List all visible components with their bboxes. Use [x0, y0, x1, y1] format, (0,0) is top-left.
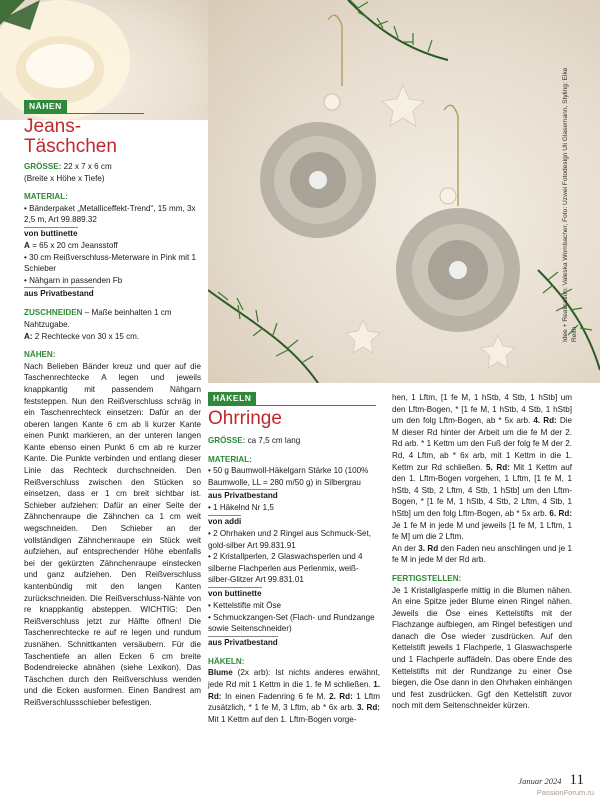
crochet-text: Blume (2x arb): Ist nichts anderes erwähnt, jede Rd mit 1 Kettm in die 1. fe M schließen. 1. Rd: In einen Fadenring 6 fe M. 2. Rd: 1 Lftm zusätzlich, * 1 fe M, 3 Lftm, ab * 6x arb. 3. Rd: Mit 1 Kettm auf den 1. Lftm-Bogen vorge- — [208, 668, 380, 724]
page-footer — [518, 772, 584, 789]
material-item-3: • Nähgarn in passenden Fb — [24, 275, 123, 285]
size-note: (Breite x Höhe x Tiefe) — [24, 173, 105, 183]
sew-heading: NÄHEN: — [24, 350, 56, 360]
finish-heading: FERTIGSTELLEN: — [392, 573, 462, 583]
m-item-5: • Kettelstifte mit Öse — [208, 600, 282, 610]
finish-text: Je 1 Kristallglasperle mittig in die Blumen nähen. An eine Spitze jeder Blume einen Ringel nähen. Jeweils die Öse eines Kettelstifts mit der Flachzange aufbiegen, am Ringel befestigen und danach die Öse wieder zusdrücken. Auf den Kettelstift jeweils 1 Flachperle, 1 Glaswachsperle und 1 Flachperle auffädeln. Das obere Ende des Kettelstifts mit der Rundzange zu einer Öse biegen, die Öse dann in den Ohrhaken einhängen und fest zusdrücken. Ggf den Kettelstift zuvor noch mit dem Seitenschneider kürzen. — [392, 585, 572, 711]
m-item-1: • 50 g Baumwoll-Häkelgarn Stärke 10 (100% Baumwolle, LL = 280 m/50 g) in Silbergrau — [208, 466, 369, 487]
size-line-2: GRÖSSE: ca 7,5 cm lang — [208, 436, 301, 445]
title-ohrringe: Ohrringe — [208, 408, 282, 429]
rounds-text: hen, 1 Lftm, [1 fe M, 1 hStb, 4 Stb, 1 hStb] um den Lftm-Bogen, * [1 fe M, 1 hStb, 4 Stb, 1 hStb] um den folg Lftm-Bogen, ab * 5x arb. 4. Rd: Die M dieser Rd hinter der Arbeit um die fe M der 2. Rd arb. * 1 Kettm um den Fuß der folg fe M der 2. Rd, 4 Lftm, ab * 6x arb, mit 1 Kettm in die 1. Kettm zur Rd schließen. 5. Rd: Mit 1 Kettm auf den 1. Lftm-Bogen vorgehen, 1 Lftm, [1 fe M, 1 hStb, 4 Stb, 2 Lftm, 4 Stb, 1 hStb] um den Lftm-Bogen, * [1 fe M, 1 hStb, 4 Stb, 2 Lftm, 4 Stb, 1 hStb] um den folg Lftm-Bogen, ab * 5x arb. 6. Rd: Je 1 fe M in jede M und jeweils [1 fe M, 1 Lftm, 1 fe M] um die 2 Lftm. — [392, 393, 573, 542]
photo-earrings — [208, 0, 600, 383]
title-line-2: Täschchen — [24, 136, 117, 157]
crochet-heading: HÄKELN: — [208, 656, 245, 666]
supplier-2: aus Privatbestand — [24, 289, 94, 299]
m-supplier-1: aus Privatbestand — [208, 491, 278, 501]
section-tag-naehen: NÄHEN — [24, 100, 67, 113]
m-supplier-2: von addi — [208, 516, 242, 526]
flower-right — [396, 208, 520, 332]
section-tag-wrapper-2 — [208, 392, 376, 406]
earrings-illustration — [208, 0, 600, 383]
title-line-1: Jeans- — [24, 116, 82, 137]
column-earrings-cont — [392, 392, 572, 712]
photo-credit: Idee + Realisation: Valeska Wombacher, Foto: Uzwei Fotodesign Uli Glasemann, Styling: Elke Reith — [562, 67, 578, 342]
column-jeans-bag — [24, 100, 201, 709]
m-item-3: • 2 Ohrhaken und 2 Ringel aus Schmuck-Set, gold-silber Art 99.831.91 — [208, 528, 371, 550]
m-item-2: • 1 Häkelnd Nr 1,5 — [208, 503, 274, 513]
size-line: GRÖSSE: 22 x 7 x 6 cm — [24, 162, 112, 171]
watermark: PassionForum.ru — [536, 788, 594, 798]
column-earrings — [208, 392, 380, 725]
m-item-6: • Schmuckzangen-Set (Flach- und Rundzange sowie Seitenschneider) — [208, 612, 375, 634]
m-supplier-3: von buttinette — [208, 588, 262, 598]
section-tag-haekeln: HÄKELN — [208, 392, 256, 405]
m-supplier-4: aus Privatbestand — [208, 637, 278, 647]
material-item-1: • Bänderpaket „Metalliceffekt-Trend“, 15 mm, 3x 2,5 m, Art 99.889.32 — [24, 203, 196, 225]
cut-a: A: 2 Rechtecke von 30 x 15 cm. — [24, 331, 140, 341]
cut-paragraph: ZUSCHNEIDEN – Maße beinhalten 1 cm Nahtzugabe. — [24, 308, 172, 329]
page-number: 11 — [569, 772, 584, 789]
material-item-a: A = 65 x 20 cm Jeansstoff — [24, 240, 118, 250]
sew-text: Nach Belieben Bänder kreuz und quer auf die Taschenrechtecke A legen und jeweils knappkantig mit passendem Nähgarn feststeppen. Nun den Reißverschluss schräg in ein Taschenrechteck einsetzen: Dafür an der oberen langen Kante 6 cm ab li kurzer Kante einen Punkt markieren, an der unteren langen Kante ebenso einen Punkt 6 cm ab re kurzer Kante. Die Punkte verbinden und entlang dieser Linie das Rechteck durchschneiden. Den Reißverschluss zwischen den Stücken so einsetzen, dass er 1 cm breit sichtbar ist. Schieber aufziehen: Dafür an einer Seite der Zähnchenraupe die Zähnchen ca 1 cm weit wegschneiden. Den Schieber an der vollständigen Zähnchenraupe ein Stück weit aufziehen, auf entsprechender Höhe ebenfalls bei der gekürzten Zähnchenraupe einstecken und ganz aufziehen. Den Reißverschluss kantenbündig mit den langen Kanten zurückschneiden. Die Reißverschluss-Nähte von re knappkantig absteppen. WICHTIG: Den Reißverschluss jetzt zur Hälfte öffnen! Die Taschenrechtecke re auf re legen und rundum zusnähen. Schnittkanten versäubern. Für die Taschentiefe an allen Ecken 6 cm breite Bodendreiecke abnähen (siehe Lexikon). Das Täschchen durch den Reißverschluss wenden und die Ecken ausformen. Einen Bandrest am Reißverschlussschieber befestigen. — [24, 361, 201, 707]
m-item-4: • 2 Kristallperlen, 2 Glaswachsperlen und 4 silberne Flachperlen aus Perlenmix, weiß-silber-Glitzer Art 99.831.01 — [208, 552, 363, 585]
section-tag-wrapper — [24, 100, 144, 114]
footer-month: Januar 2024 — [518, 776, 562, 787]
material-item-2: • 30 cm Reißverschluss-Meterware in Pink mit 1 Schieber — [24, 252, 196, 274]
material-heading: MATERIAL: — [24, 192, 68, 202]
supplier-1: von buttinette — [24, 228, 78, 238]
round3-note: An der 3. Rd den Faden neu anschlingen und je 1 fe M in jede M der Rd arb. — [392, 543, 572, 565]
material-heading-2: MATERIAL: — [208, 454, 252, 464]
flower-left — [260, 122, 376, 238]
